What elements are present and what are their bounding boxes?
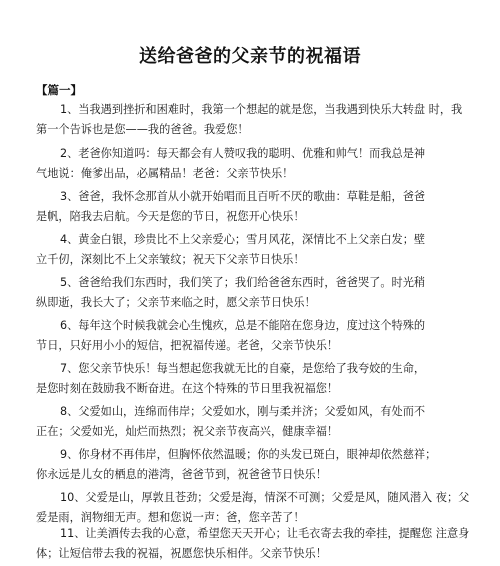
paragraph-7 [36, 359, 474, 399]
paragraph-line: 节日，只好用小小的短信，把祝福传递。老爸，父亲节快乐！ [36, 339, 339, 352]
paragraph-line: 2、老爸你知道吗：每天都会有人赞叹我的聪明、优雅和帅气！而我总是神 [60, 147, 426, 160]
paragraph-line: 是您时刻在鼓励我不断奋进。在这个特殊的节日里我祝福您！ [36, 382, 339, 395]
paragraph-2 [36, 144, 474, 184]
page-title: 送给爸爸的父亲节的祝福语 [139, 46, 361, 67]
paragraph-line: 8、父爱如山，连绵而伟岸；父爱如水，刚与柔并济；父爱如风，有处而不 [60, 405, 426, 418]
paragraph-line: 7、您父亲节快乐！每当想起您我就无比的自豪，是您给了我夸姣的生命， [60, 362, 426, 375]
paragraph-line: 你永远是儿女的栖息的港湾，爸爸节到，祝爸爸节日快乐！ [36, 468, 327, 481]
paragraph-line: 体；让短信带去我的祝福，祝愿您快乐相伴。父亲节快乐！ [36, 547, 327, 560]
paragraph-line: 9、你身材不再伟岸，但胸怀依然温暖；你的头发已斑白，眼神却依然慈祥； [60, 448, 437, 461]
paragraph-line: 3、爸爸，我怀念那首从小就开始唱而且百听不厌的歌曲：草鞋是船，爸爸 [60, 190, 426, 203]
paragraph-5 [36, 273, 474, 313]
paragraph-1 [36, 100, 474, 140]
paragraph-10 [36, 488, 474, 528]
paragraph-line: 5、爸爸给我们东西时，我们笑了；我们给爸爸东西时，爸爸哭了。时光稍 [60, 276, 426, 289]
paragraph-line: 正在；父爱如光，灿烂而热烈；祝父亲节夜高兴，健康幸福！ [36, 425, 339, 438]
paragraph-line: 第一个告诉也是您——我的爸爸。我爱您！ [36, 123, 249, 136]
paragraph-line: 4、黄金白银，珍贵比不上父亲爱心；雪月风花，深情比不上父亲白发；壁 [60, 233, 426, 246]
paragraph-9 [36, 445, 474, 485]
paragraph-6 [36, 316, 474, 356]
paragraph-line: 气地说：俺爹出品，必属精品！老爸：父亲节快乐！ [36, 167, 294, 180]
paragraph-4 [36, 230, 474, 270]
paragraph-line: 11、让美酒传去我的心意，希望您天天开心；让毛衣寄去我的牵挂，提醒您 注意身 [60, 527, 470, 540]
paragraph-line: 立千仞，深刻比不上父亲皱纹；祝天下父亲节日快乐！ [36, 253, 305, 266]
paragraph-line: 6、每年这个时候我就会心生愧疚，总是不能陪在您身边，度过这个特殊的 [60, 319, 426, 332]
paragraph-line: 1、当我遇到挫折和困难时，我第一个想起的就是您，当我遇到快乐大转盘 时，我 [60, 103, 463, 116]
paragraph-line: 爱是雨，润物细无声。想和您说一声：爸，您辛苦了！ [36, 511, 305, 524]
paragraph-8 [36, 402, 474, 442]
paragraph-3 [36, 187, 474, 227]
paragraph-11 [36, 524, 474, 564]
paragraph-line: 纵即逝，我长大了；父亲节来临之时，愿父亲节日快乐！ [36, 296, 316, 309]
section-label: 【篇一】 [36, 83, 82, 97]
paragraph-line: 是帆，陪我去启航。今天是您的节日，祝您开心快乐！ [36, 210, 305, 223]
paragraph-line: 10、父爱是山，厚敦且苍劲；父爱是海，情深不可测；父爱是风，随风潜入 夜；父 [60, 491, 470, 504]
